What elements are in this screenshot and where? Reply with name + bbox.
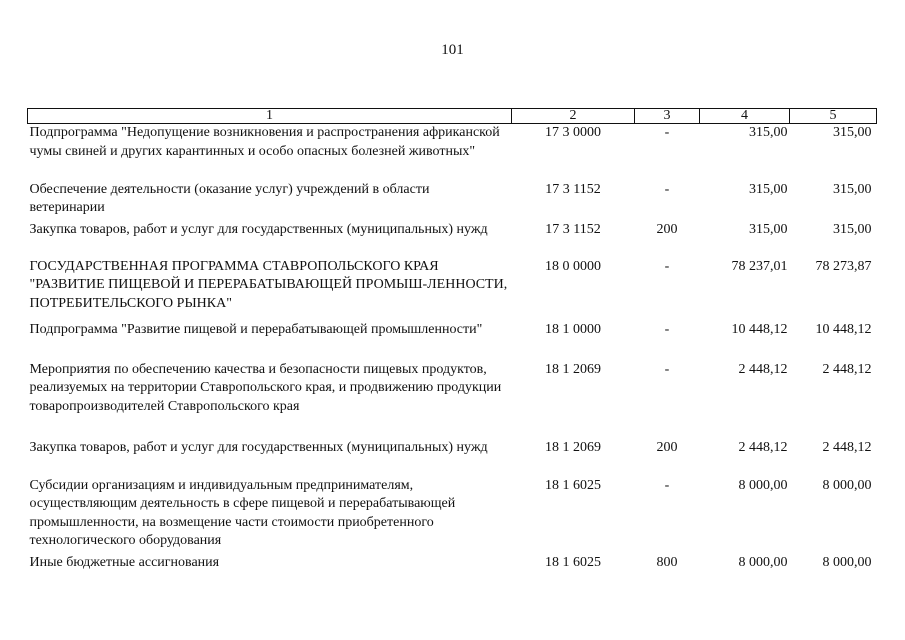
row-name: Закупка товаров, работ и услуг для государственных (муниципальных) нужд — [29, 221, 488, 237]
row-year2: 78 273,87 — [815, 258, 872, 274]
row-name: Подпрограмма "Недопущение возникновения и распространения африканской чумы свиней и других карантинных и особо опасных болезней животных" — [29, 125, 500, 159]
row-type: - — [664, 361, 670, 377]
row-year2: 315,00 — [833, 125, 872, 140]
header-col-4: 4 — [700, 109, 790, 124]
row-year2: 2 448,12 — [822, 361, 872, 377]
row-name: ГОСУДАРСТВЕННАЯ ПРОГРАММА СТАВРОПОЛЬСКОГО КРАЯ "РАЗВИТИЕ ПИЩЕВОЙ И ПЕРЕРАБАТЫВАЮЩЕЙ ПРОМЫШ-ЛЕННОСТИ, ПОТРЕБИТЕЛЬСКОГО РЫНКА" — [29, 258, 508, 311]
row-type: - — [664, 477, 670, 493]
table-row — [28, 124, 877, 181]
table-header — [28, 109, 877, 124]
row-type: - — [664, 258, 670, 274]
row-name: Подпрограмма "Развитие пищевой и перерабатывающей промышленности" — [29, 321, 483, 337]
page-number: 101 — [441, 42, 464, 58]
budget-table — [27, 108, 877, 574]
row-code: 18 1 2069 — [545, 361, 601, 377]
row-year1: 8 000,00 — [738, 554, 788, 570]
row-type: 200 — [656, 439, 678, 455]
row-code: 17 3 1152 — [545, 221, 601, 237]
row-type: - — [664, 125, 670, 140]
row-year1: 2 448,12 — [738, 439, 788, 455]
table-row — [28, 477, 877, 554]
table-row — [28, 221, 877, 258]
row-year2: 8 000,00 — [822, 477, 872, 493]
row-name: Закупка товаров, работ и услуг для государственных (муниципальных) нужд — [29, 439, 488, 455]
row-year2: 315,00 — [833, 221, 872, 237]
row-year2: 8 000,00 — [822, 554, 872, 570]
header-row — [28, 109, 877, 124]
row-type: - — [664, 181, 670, 197]
header-col-1: 1 — [28, 109, 512, 124]
header-col-3: 3 — [635, 109, 700, 124]
row-code: 18 0 0000 — [545, 258, 601, 274]
row-name: Субсидии организациям и индивидуальным предпринимателям, осуществляющим деятельность в сфере пищевой и перерабатывающей промышленности, на возмещение части стоимости приобретенного технологического оборудования — [29, 477, 456, 548]
row-type: 200 — [656, 221, 678, 237]
row-type: - — [664, 321, 670, 337]
table-row — [28, 258, 877, 321]
row-code: 18 1 0000 — [545, 321, 601, 337]
row-year1: 10 448,12 — [731, 321, 788, 337]
row-type: 800 — [656, 554, 678, 570]
table-row — [28, 554, 877, 574]
table-body — [28, 124, 877, 574]
row-year1: 315,00 — [749, 221, 788, 237]
row-name: Мероприятия по обеспечению качества и безопасности пищевых продуктов, реализуемых на территории Ставропольского края, и продвижению продукции товаропроизводителей Ставропольского края — [29, 361, 502, 414]
row-year2: 10 448,12 — [815, 321, 872, 337]
row-code: 18 1 6025 — [545, 477, 601, 493]
table-row — [28, 361, 877, 439]
row-year1: 8 000,00 — [738, 477, 788, 493]
row-code: 17 3 0000 — [545, 125, 601, 140]
row-year1: 315,00 — [749, 181, 788, 197]
row-year2: 315,00 — [833, 181, 872, 197]
row-name: Иные бюджетные ассигнования — [29, 554, 220, 570]
table-row — [28, 439, 877, 477]
row-code: 18 1 6025 — [545, 554, 601, 570]
header-col-5: 5 — [790, 109, 877, 124]
row-year1: 2 448,12 — [738, 361, 788, 377]
row-code: 18 1 2069 — [545, 439, 601, 455]
header-col-2: 2 — [512, 109, 635, 124]
table-row — [28, 321, 877, 361]
row-code: 17 3 1152 — [545, 181, 601, 197]
row-year1: 315,00 — [749, 125, 788, 140]
table-row — [28, 181, 877, 221]
row-name: Обеспечение деятельности (оказание услуг) учреждений в области ветеринарии — [29, 181, 430, 215]
row-year1: 78 237,01 — [731, 258, 788, 274]
row-year2: 2 448,12 — [822, 439, 872, 455]
